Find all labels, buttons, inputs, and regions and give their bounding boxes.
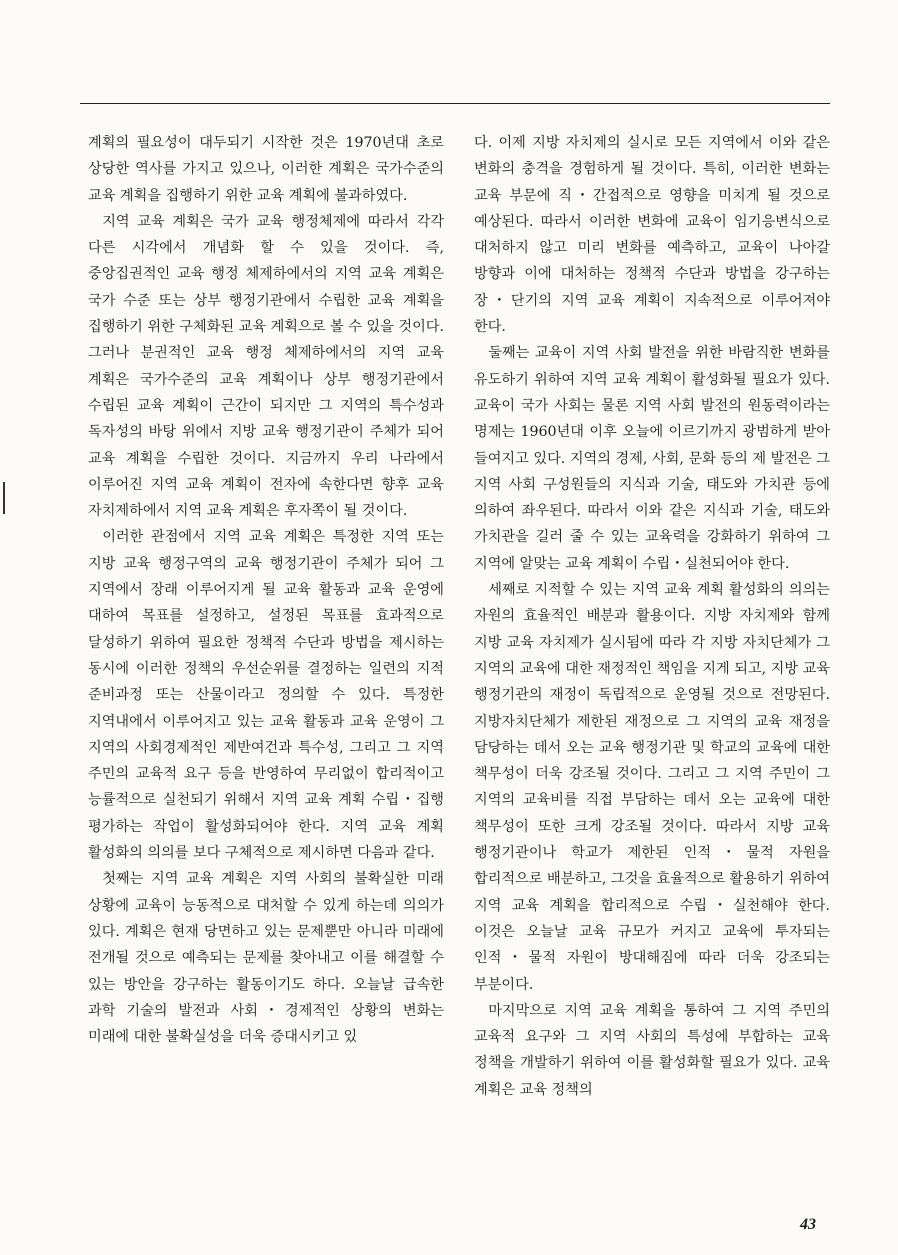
paragraph: 세째로 지적할 수 있는 지역 교육 계획 활성화의 의의는 자원의 효율적인 배분과 활용이다. 지방 자치제와 함께 지방 교육 자치제가 실시됨에 따라 각 지방 자치단체가 그 지역의 교육에 대한 재정적인 책임을 지게 되고, 지방 교육 행정기관의 재정이 독립적으로 운영될 것으로 전망된다. 지방자치단체가 제한된 재정으로 그 지역의 교육 재정을 담당하는 데서 오는 교육 행정기관 및 학교의 교육에 대한 책무성이 더욱 강조될 것이다. 그리고 그 지역 주민이 그 지역의 교육비를 직접 부담하는 데서 오는 교육에 대한 책무성이 또한 크게 강조될 것이다. 따라서 지방 교육 행정기관이나 학교가 제한된 인적・물적 자원을 합리적으로 배분하고, 그것을 효율적으로 활용하기 위하여 지역 교육 계획을 합리적으로 수립・실천해야 한다. 이것은 오늘날 교육 규모가 커지고 교육에 투자되는 인적・물적 자원이 방대해짐에 따라 더욱 강조되는 부분이다. [474,582,830,993]
left-column [88,130,444,1050]
paragraph: 계획의 필요성이 대두되기 시작한 것은 1970년대 초로 상당한 역사를 가지고 있으나, 이러한 계획은 국가수준의 교육 계획을 집행하기 위한 교육 계획에 불과하였다. [88,135,444,204]
paragraph: 마지막으로 지역 교육 계획을 통하여 그 지역 주민의 교육적 요구와 그 지역 사회의 특성에 부합하는 교육 정책을 개발하기 위하여 이를 활성화할 필요가 있다. 교육 계획은 교육 정책의 [474,1002,830,1098]
page-number: 43 [800,1216,816,1233]
paragraph: 이러한 관점에서 지역 교육 계획은 특정한 지역 또는 지방 교육 행정구역의 교육 행정기관이 주체가 되어 그 지역에서 장래 이루어지게 될 교육 활동과 교육 운영에 대하여 목표를 설정하고, 설정된 목표를 효과적으로 달성하기 위하여 필요한 정책적 수단과 방법을 제시하는 동시에 이러한 정책의 우선순위를 결정하는 일련의 지적 준비과정 또는 산물이라고 정의할 수 있다. 특정한 지역내에서 이루어지고 있는 교육 활동과 교육 운영이 그 지역의 사회경제적인 제반여건과 특수성, 그리고 그 지역 주민의 교육적 요구 등을 반영하여 무리없이 합리적이고 능률적으로 실천되기 위해서 지역 교육 계획 수립・집행 평가하는 작업이 활성화되어야 한다. 지역 교육 계획 활성화의 의의를 보다 구체적으로 제시하면 다음과 같다. [88,529,444,862]
right-column [474,130,830,1103]
binding-mark [3,482,5,514]
paragraph: 첫째는 지역 교육 계획은 지역 사회의 불확실한 미래 상황에 교육이 능동적으로 대처할 수 있게 하는데 의의가 있다. 계획은 현재 당면하고 있는 문제뿐만 아니라 미래에 전개될 것으로 예측되는 문제를 찾아내고 이를 해결할 수 있는 방안을 강구하는 활동이기도 하다. 오늘날 급속한 과학 기술의 발전과 사회・경제적인 상황의 변화는 미래에 대한 불확실성을 더욱 증대시키고 있 [88,871,444,1046]
paragraph: 둘째는 교육이 지역 사회 발전을 위한 바람직한 변화를 유도하기 위하여 지역 교육 계획이 활성화될 필요가 있다. 교육이 국가 사회는 물론 지역 사회 발전의 원동력이라는 명제는 1960년대 이후 오늘에 이르기까지 광범하게 받아 들여지고 있다. 지역의 경제, 사회, 문화 등의 제 발전은 그 지역 사회 구성원들의 지식과 기술, 태도와 가치관 등에 의하여 좌우된다. 따라서 이와 같은 지식과 기술, 태도와 가치관을 길러 줄 수 있는 교육력을 강화하기 위하여 그 지역에 알맞는 교육 계획이 수립・실천되어야 한다. [474,345,830,572]
header-rule [80,103,830,104]
paragraph: 다. 이제 지방 자치제의 실시로 모든 지역에서 이와 같은 변화의 충격을 경험하게 될 것이다. 특히, 이러한 변화는 교육 부문에 직・간접적으로 영향을 미치게 될 것으로 예상된다. 따라서 이러한 변화에 교육이 임기응변식으로 대처하지 않고 미리 변화를 예측하고, 교육이 나아갈 방향과 이에 대처하는 정책적 수단과 방법을 강구하는 장・단기의 지역 교육 계획이 지속적으로 이루어져야 한다. [474,135,830,336]
paragraph: 지역 교육 계획은 국가 교육 행정체제에 따라서 각각 다른 시각에서 개념화 할 수 있을 것이다. 즉, 중앙집권적인 교육 행정 체제하에서의 지역 교육 계획은 국가 수준 또는 상부 행정기관에서 수립한 교육 계획을 집행하기 위한 구체화된 교육 계획으로 볼 수 있을 것이다. 그러나 분권적인 교육 행정 체제하에서의 지역 교육 계획은 국가수준의 교육 계획이나 상부 행정기관에서 수립된 교육 계획이 근간이 되지만 그 지역의 특수성과 독자성의 바탕 위에서 지방 교육 행정기관이 주체가 되어 교육 계획을 수립한 것이다. 지금까지 우리 나라에서 이루어진 지역 교육 계획이 전자에 속한다면 향후 교육 자치제하에서 지역 교육 계획은 후자쪽이 될 것이다. [88,213,444,520]
